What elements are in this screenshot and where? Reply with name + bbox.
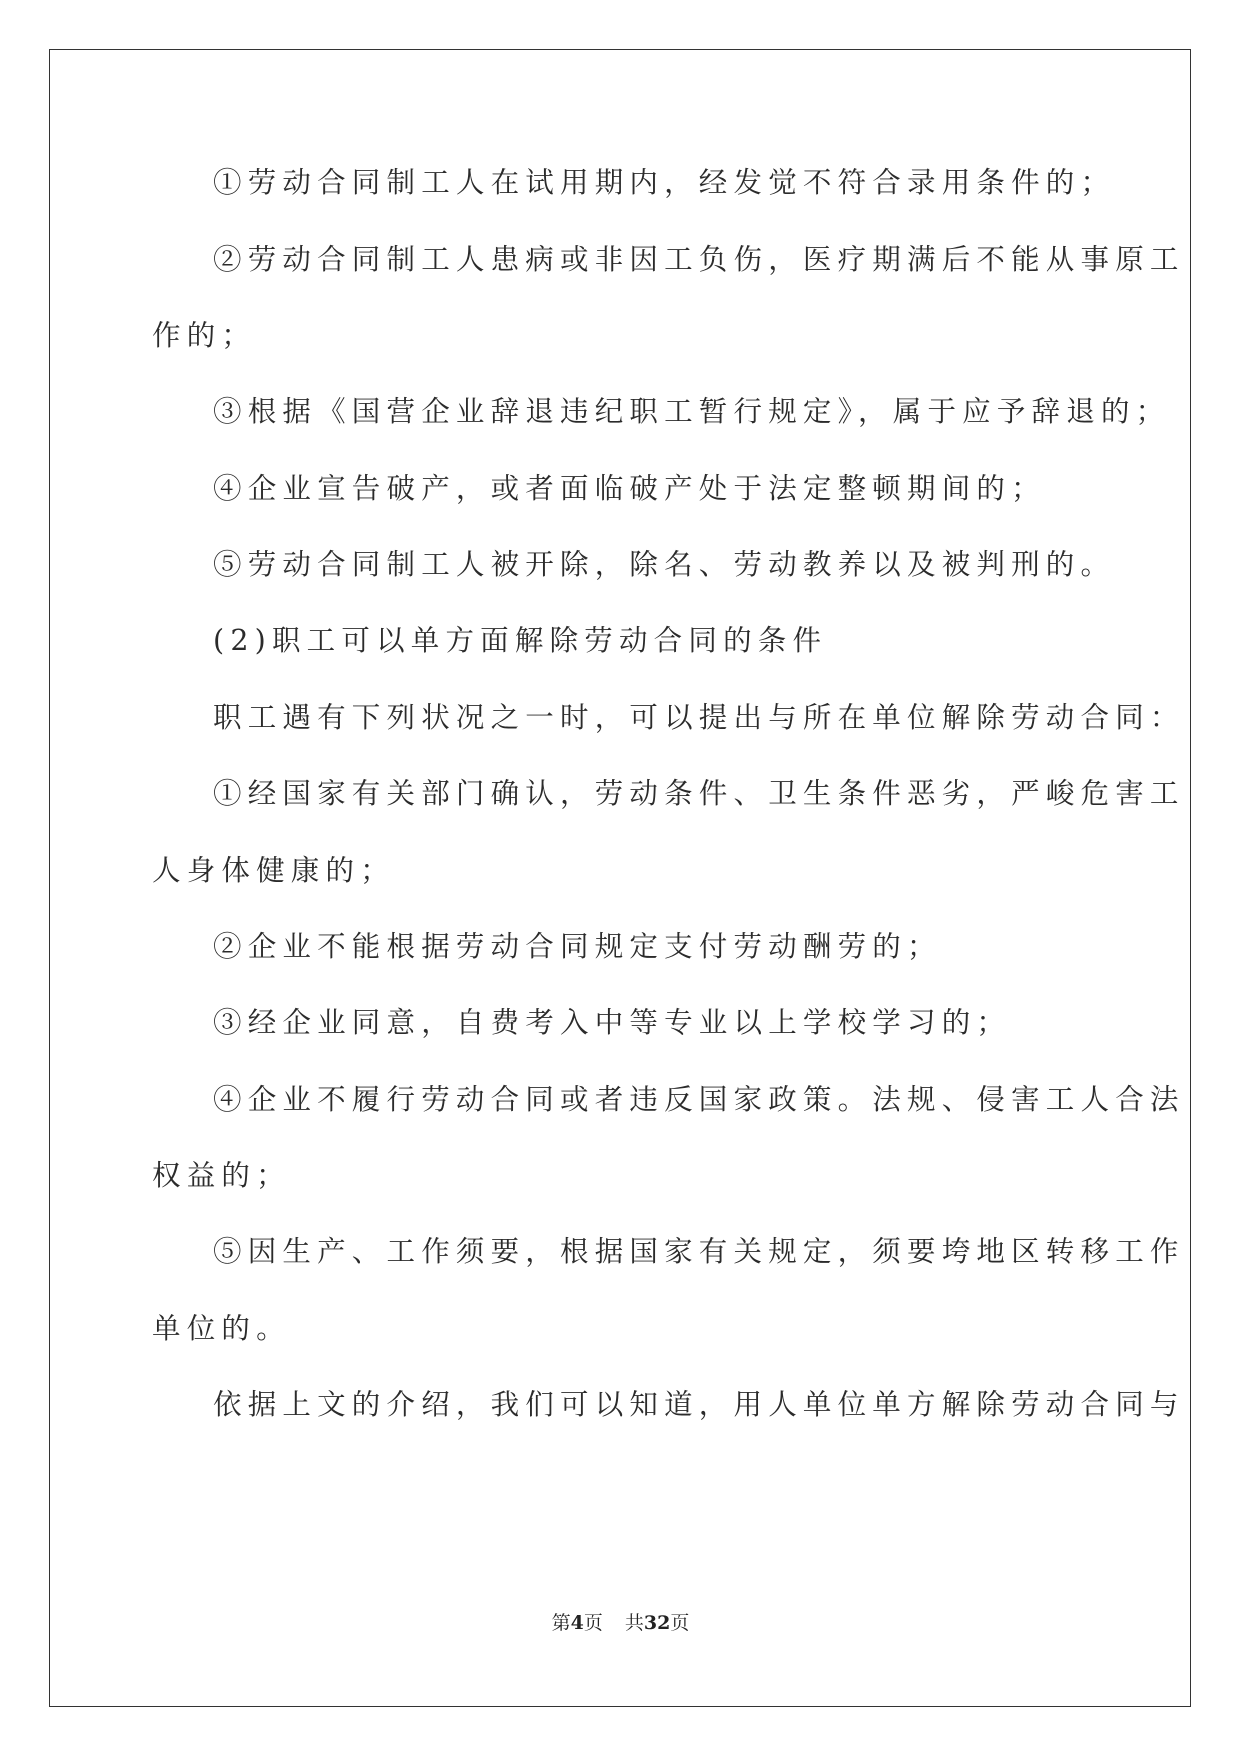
- page-total: 32: [643, 1612, 671, 1634]
- paragraph-line: ②企业不能根据劳动合同规定支付劳动酬劳的；: [213, 930, 942, 963]
- paragraph-line: ①经国家有关部门确认，劳动条件、卫生条件恶劣，严峻危害工: [213, 777, 1185, 810]
- paragraph-line: 单位的。: [152, 1312, 291, 1345]
- paragraph-line: ⑤劳动合同制工人被开除，除名、劳动教养以及被判刑的。: [213, 548, 1116, 581]
- page-number-current: 4: [570, 1612, 584, 1634]
- paragraph-line: ④企业宣告破产，或者面临破产处于法定整顿期间的；: [213, 472, 1046, 505]
- paragraph-line: ⑤因生产、工作须要，根据国家有关规定，须要垮地区转移工作: [213, 1235, 1185, 1268]
- page-number-suffix: 页: [583, 1612, 603, 1634]
- paragraph-line: ①劳动合同制工人在试用期内，经发觉不符合录用条件的；: [213, 166, 1116, 199]
- page-footer: [0, 1610, 1241, 1636]
- paragraph-line: ④企业不履行劳动合同或者违反国家政策。法规、侵害工人合法: [213, 1083, 1185, 1116]
- paragraph-line: 依据上文的介绍，我们可以知道，用人单位单方解除劳动合同与: [213, 1388, 1185, 1421]
- paragraph-line: ②劳动合同制工人患病或非因工负伤，医疗期满后不能从事原工: [213, 243, 1185, 276]
- paragraph-line: 职工遇有下列状况之一时，可以提出与所在单位解除劳动合同：: [213, 701, 1185, 734]
- section-heading: (2)职工可以单方面解除劳动合同的条件: [213, 624, 828, 657]
- paragraph-line: 作的；: [152, 319, 257, 352]
- paragraph-line: ③经企业同意，自费考入中等专业以上学校学习的；: [213, 1006, 1012, 1039]
- paragraph-line: ③根据《国营企业辞退违纪职工暂行规定》，属于应予辞退的；: [213, 395, 1171, 428]
- page-number-prefix: 第: [551, 1612, 571, 1634]
- paragraph-line: 人身体健康的；: [152, 854, 395, 887]
- paragraph-line: 权益的；: [152, 1159, 291, 1192]
- page-total-prefix: 共: [624, 1612, 644, 1634]
- page-total-suffix: 页: [670, 1612, 690, 1634]
